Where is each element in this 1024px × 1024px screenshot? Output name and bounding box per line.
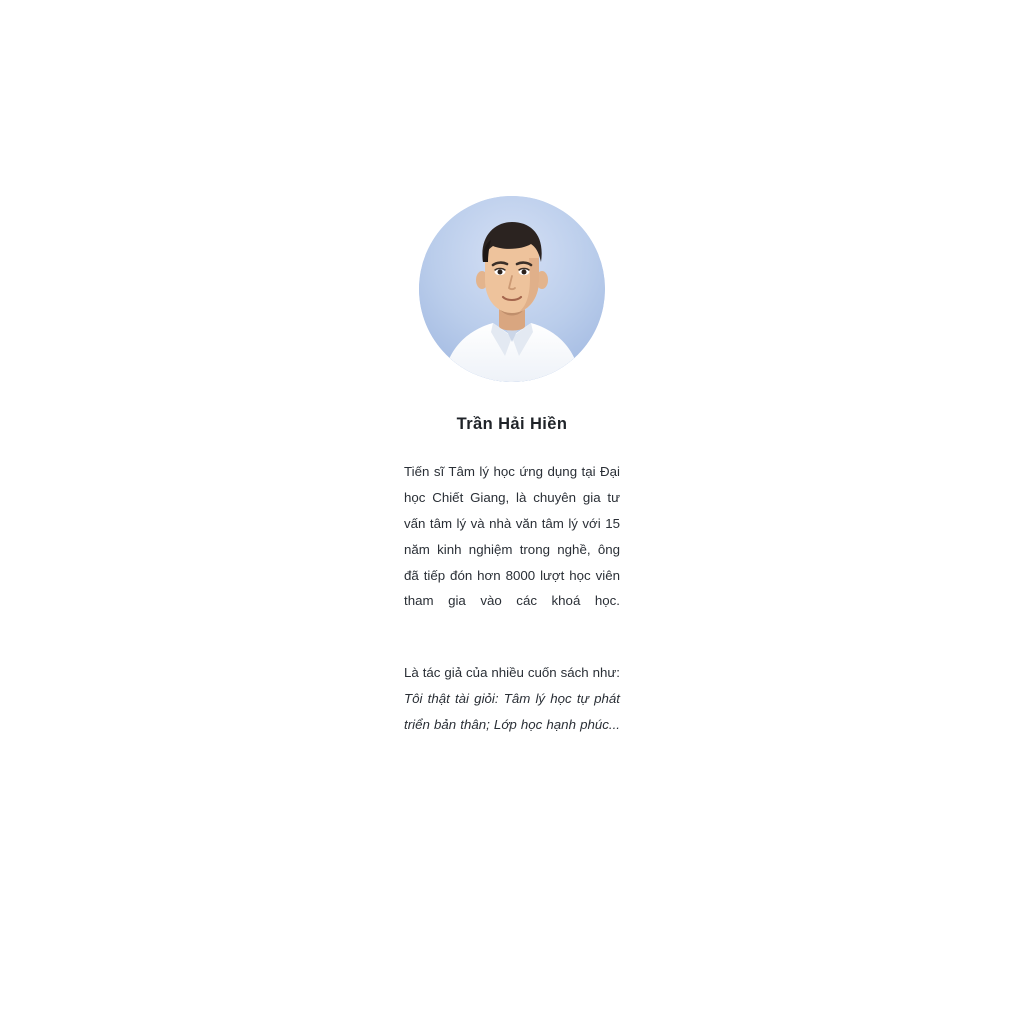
author-portrait-image [419,196,605,382]
author-bio-books [404,660,620,763]
avatar [419,196,605,382]
author-bio-credentials: Tiến sĩ Tâm lý học ứng dụng tại Đại học Chiết Giang, là chuyên gia tư vấn tâm lý và nhà văn tâm lý với 15 năm kinh nghiệm trong nghề, ông đã tiếp đón hơn 8000 lượt học viên tham gia vào các khoá học. [404,464,620,609]
author-profile-card [404,196,620,763]
author-name: Trần Hải Hiền [456,415,568,433]
books-lead-text: Là tác giả của nhiều cuốn sách như: [404,665,620,681]
book-titles-text: Tôi thật tài giỏi: Tâm lý học tự phát triển bản thân; Lớp học hạnh phúc... [404,690,620,732]
